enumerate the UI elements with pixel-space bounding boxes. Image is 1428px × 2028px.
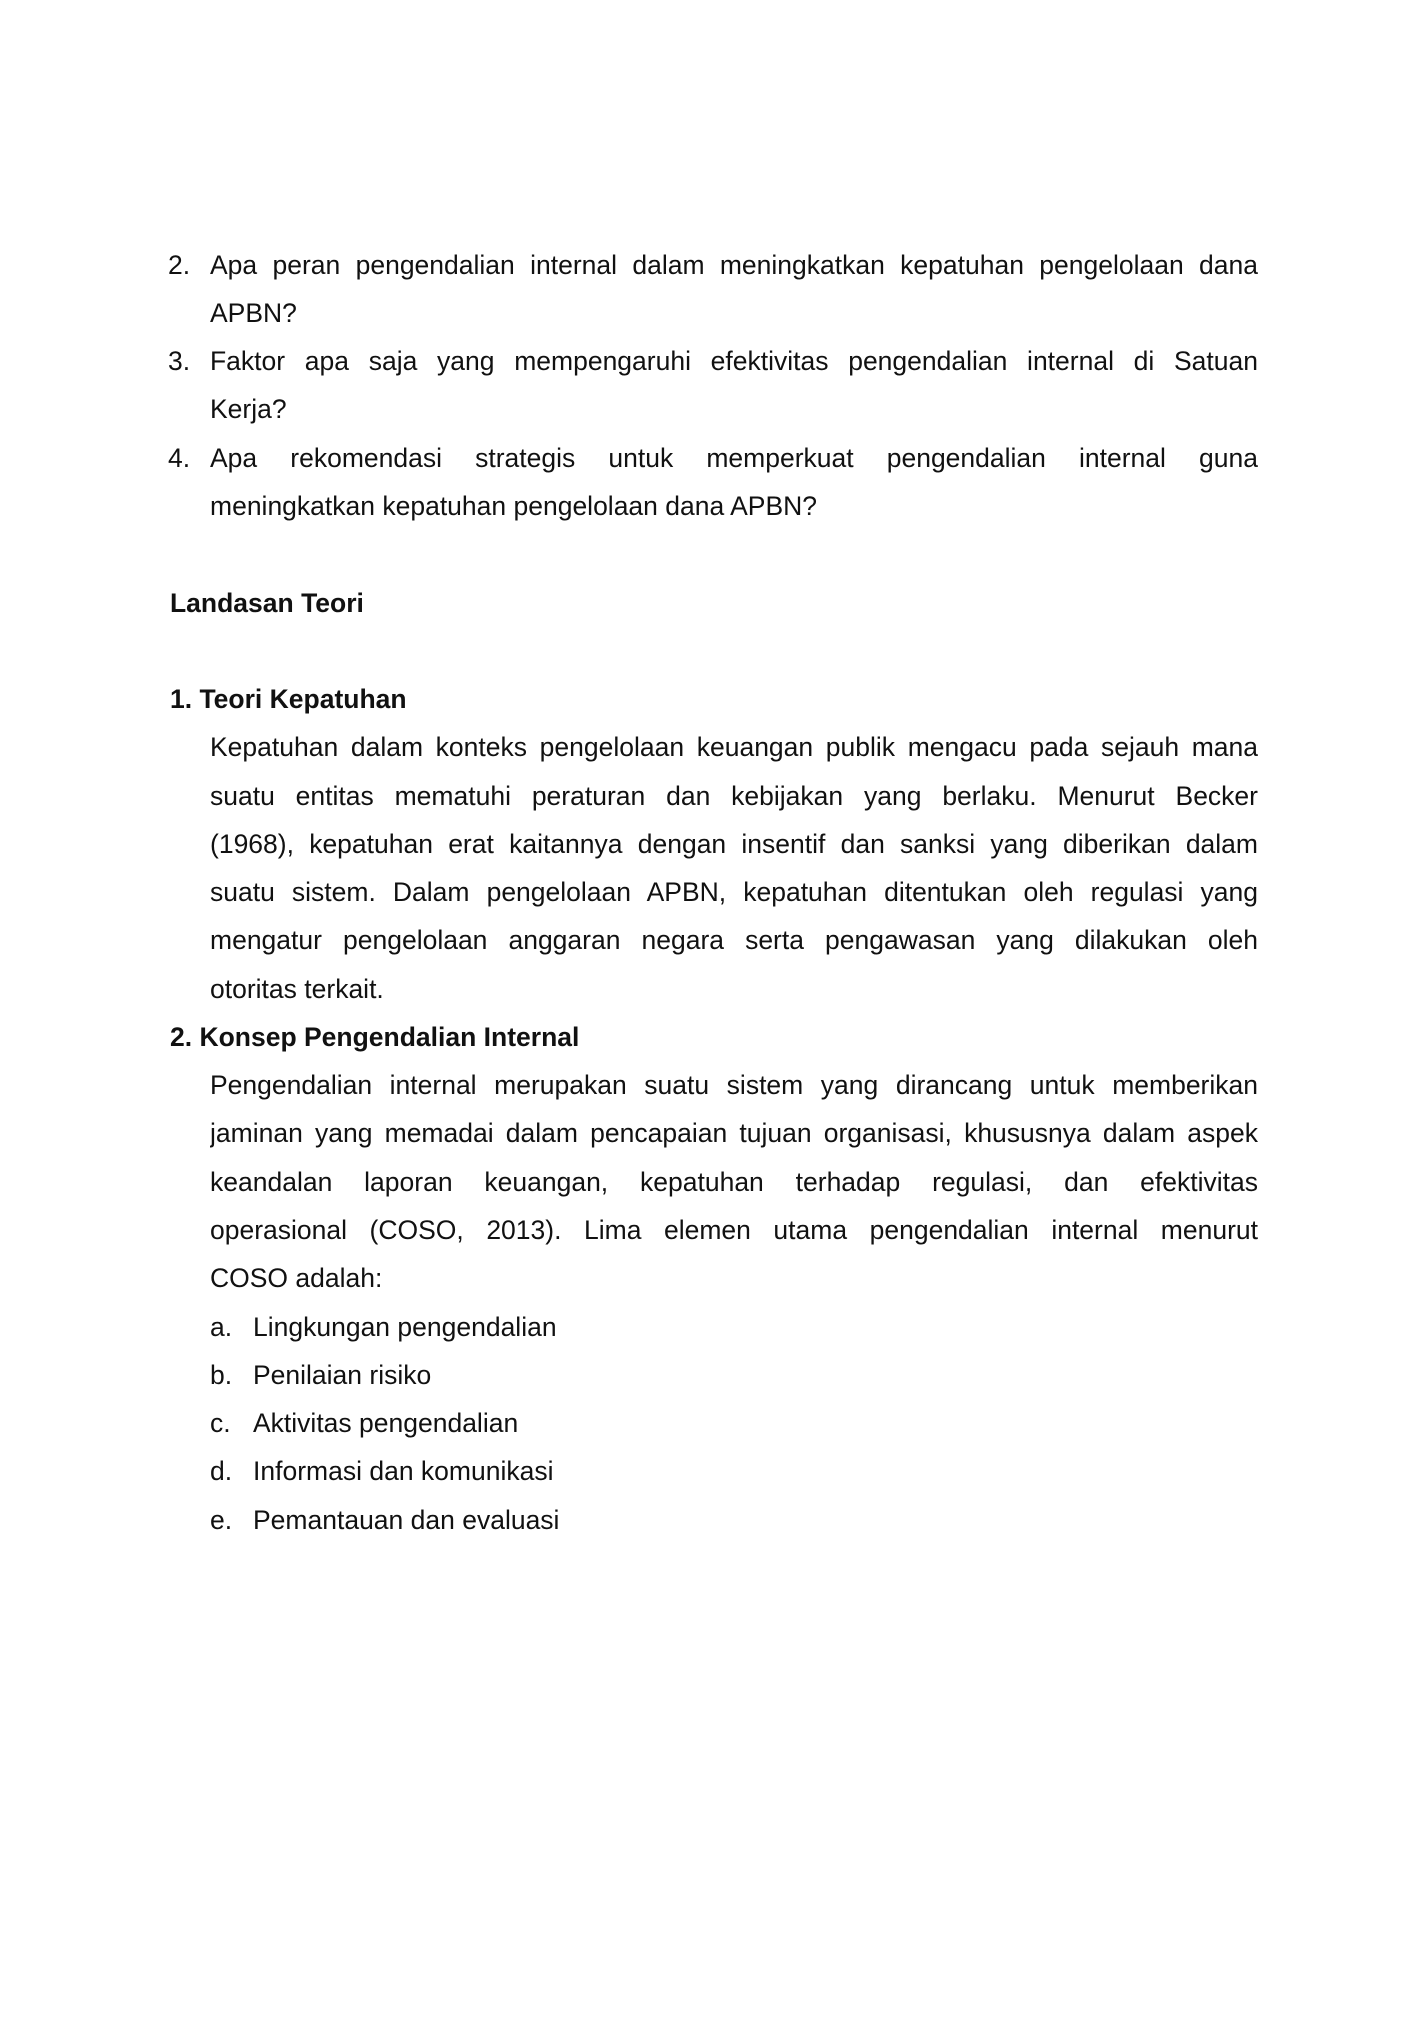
paragraph-line [0,965,1428,1013]
paragraph-text: mengatur pengelolaan anggaran negara serta pengawasan yang dilakukan oleh [210,925,1258,956]
question-text-line: Faktor apa saja yang mempengaruhi efektivitas pengendalian internal di Satuan [210,346,1258,377]
paragraph-line [0,723,1428,771]
question-text-line: Apa peran pengendalian internal dalam meningkatkan kepatuhan pengelolaan dana [210,249,1258,280]
question-text-line: APBN? [210,297,297,328]
question-number: 4. [168,442,191,473]
paragraph-line [0,820,1428,868]
paragraph-text: suatu sistem. Dalam pengelolaan APBN, kepatuhan ditentukan oleh regulasi yang [210,877,1258,908]
section-title-row [0,579,1428,627]
list-text: Lingkungan pengendalian [253,1311,557,1342]
paragraph-text: suatu entitas mematuhi peraturan dan kebijakan yang berlaku. Menurut Becker [210,780,1258,811]
list-marker: a. [210,1311,233,1342]
question-number: 2. [168,249,191,280]
list-marker: d. [210,1456,233,1487]
list-marker: b. [210,1359,233,1390]
list-item [0,1303,1428,1351]
list-marker: c. [210,1408,231,1439]
spacer [0,627,1428,675]
paragraph-line [0,1158,1428,1206]
paragraph-text: operasional (COSO, 2013). Lima elemen utama pengendalian internal menurut [210,1215,1258,1245]
paragraph-line [0,1109,1428,1157]
question-number: 3. [168,346,191,377]
question-item-4-continued [0,482,1428,530]
paragraph-line [0,1206,1428,1254]
list-text: Pemantauan dan evaluasi [253,1504,560,1535]
question-text-line: Apa rekomendasi strategis untuk memperkuat pengendalian internal guna [210,442,1258,473]
question-item-3-continued [0,385,1428,433]
paragraph-line [0,916,1428,964]
question-item-2-continued [0,289,1428,337]
question-item-3 [0,337,1428,385]
paragraph-text: Pengendalian internal merupakan suatu sistem yang dirancang untuk memberikan [210,1070,1258,1101]
subsection-heading-teori-kepatuhan: 1. Teori Kepatuhan [170,684,407,715]
paragraph-text: jaminan yang memadai dalam pencapaian tujuan organisasi, khususnya dalam aspek [210,1118,1258,1149]
list-text: Aktivitas pengendalian [253,1408,519,1439]
paragraph-text: keandalan laporan keuangan, kepatuhan terhadap regulasi, dan efektivitas [210,1166,1258,1197]
list-marker: e. [210,1504,233,1535]
paragraph-line [0,868,1428,916]
section-title: Landasan Teori [170,587,364,618]
question-text-line: meningkatkan kepatuhan pengelolaan dana APBN? [210,491,818,522]
list-text: Informasi dan komunikasi [253,1456,554,1487]
paragraph-text: (1968), kepatuhan erat kaitannya dengan insentif dan sanksi yang diberikan dalam [210,828,1258,859]
paragraph-text: COSO adalah: [210,1263,383,1294]
subsection-heading-row [0,1013,1428,1061]
list-item [0,1496,1428,1544]
question-text-line: Kerja? [210,394,287,425]
document-body [0,241,1428,1544]
paragraph-line [0,1254,1428,1302]
subsection-heading-row [0,675,1428,723]
list-text: Penilaian risiko [253,1359,432,1390]
list-item [0,1447,1428,1495]
paragraph-line [0,1061,1428,1109]
subsection-heading-konsep-pengendalian: 2. Konsep Pengendalian Internal [170,1021,580,1052]
spacer [0,530,1428,578]
list-item [0,1351,1428,1399]
question-item-4 [0,434,1428,482]
paragraph-text: Kepatuhan dalam konteks pengelolaan keuangan publik mengacu pada sejauh mana [210,732,1258,763]
paragraph-text: otoritas terkait. [210,973,384,1004]
question-item-2 [0,241,1428,289]
list-item [0,1399,1428,1447]
paragraph-line [0,772,1428,820]
